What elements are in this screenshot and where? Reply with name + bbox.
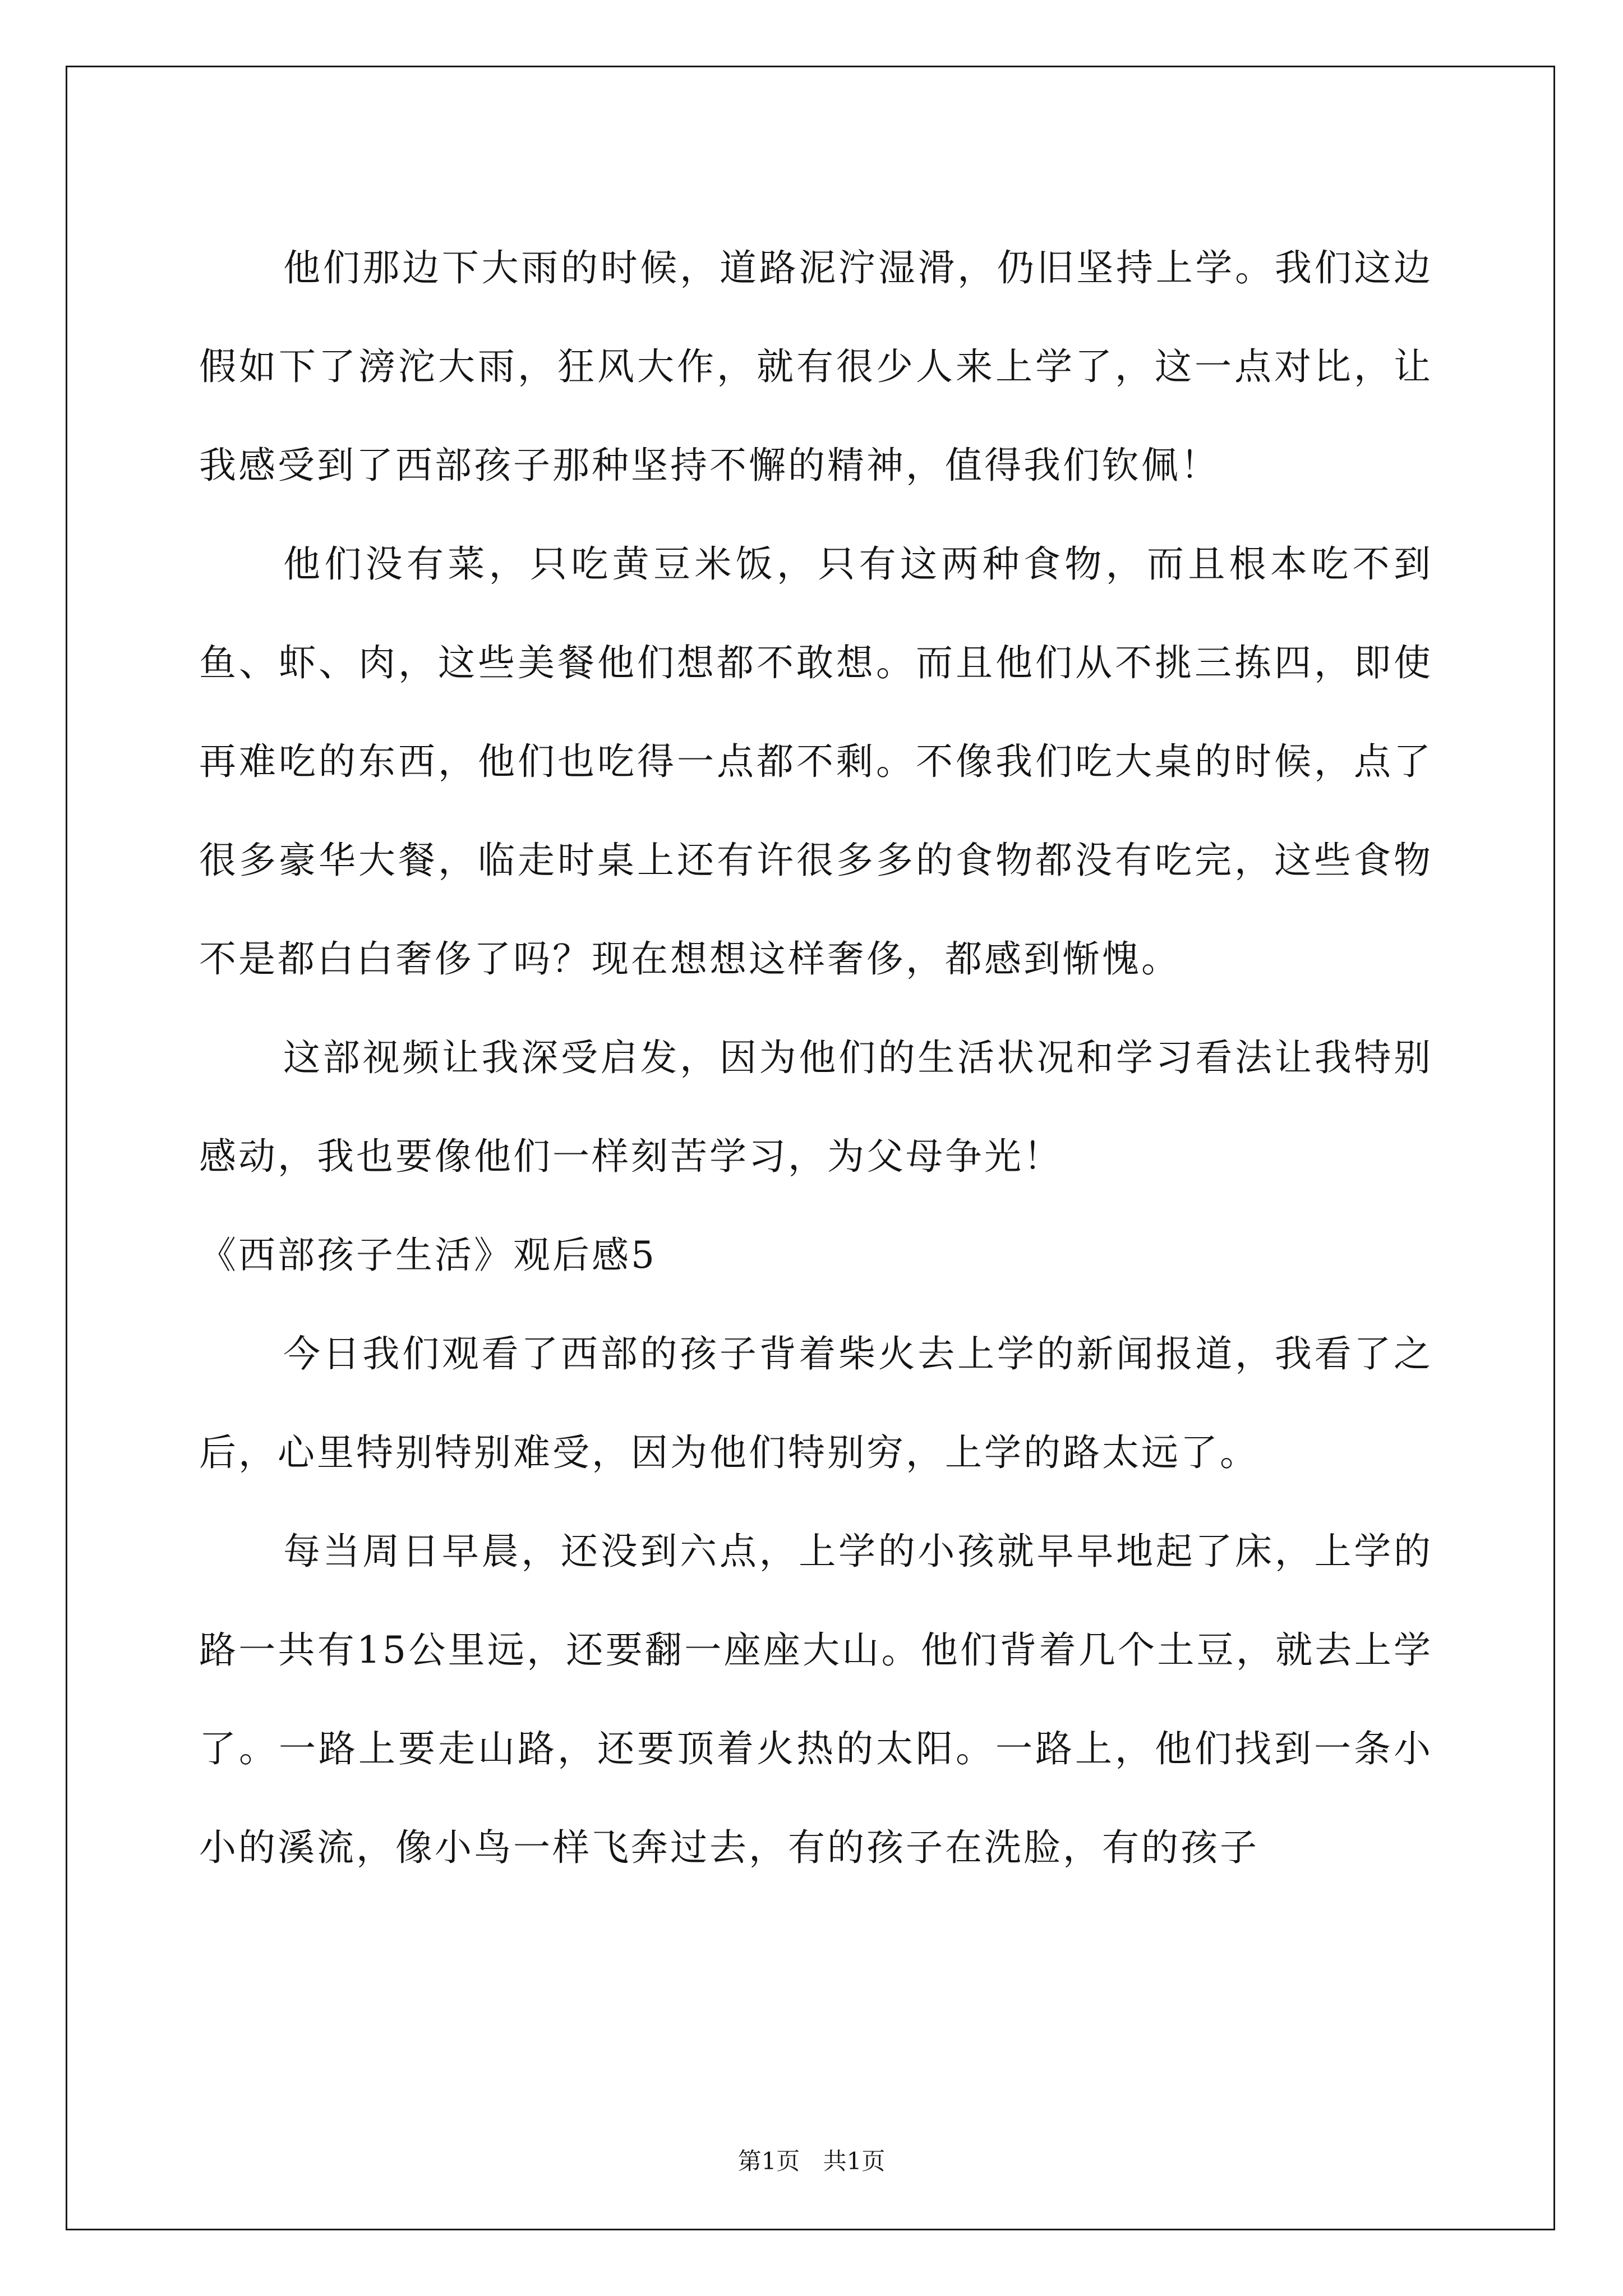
paragraph-3: 这部视频让我深受启发，因为他们的生活状况和学习看法让我特别感动，我也要像他们一样刻苦学习，为父母争光！ <box>199 1036 1433 1178</box>
document-body <box>199 219 1433 1897</box>
page-number-total: 共1页 <box>823 2147 886 2175</box>
paragraph-5: 每当周日早晨，还没到六点，上学的小孩就早早地起了床，上学的路一共有15公里远，还要翻一座座大山。他们背着几个土豆，就去上学了。一路上要走山路，还要顶着火热的太阳。一路上，他们找到一条小小的溪流，像小鸟一样飞奔过去，有的孩子在洗脸，有的孩子 <box>199 1530 1433 1869</box>
page-footer <box>0 2143 1623 2177</box>
paragraph-1: 他们那边下大雨的时候，道路泥泞湿滑，仍旧坚持上学。我们这边假如下了滂沱大雨，狂风大作，就有很少人来上学了，这一点对比，让我感受到了西部孩子那种坚持不懈的精神，值得我们钦佩！ <box>199 246 1433 487</box>
paragraph-4: 今日我们观看了西部的孩子背着柴火去上学的新闻报道，我看了之后，心里特别特别难受，因为他们特别穷，上学的路太远了。 <box>199 1332 1433 1474</box>
paragraph-2: 他们没有菜，只吃黄豆米饭，只有这两种食物，而且根本吃不到鱼、虾、肉，这些美餐他们想都不敢想。而且他们从不挑三拣四，即使再难吃的东西，他们也吃得一点都不剩。不像我们吃大桌的时候，点了很多豪华大餐，临走时桌上还有许很多多的食物都没有吃完，这些食物不是都白白奢侈了吗？现在想想这样奢侈，都感到惭愧。 <box>199 542 1433 981</box>
page-number-current: 第1页 <box>737 2147 800 2175</box>
section-heading: 《西部孩子生活》观后感5 <box>199 1234 657 1277</box>
